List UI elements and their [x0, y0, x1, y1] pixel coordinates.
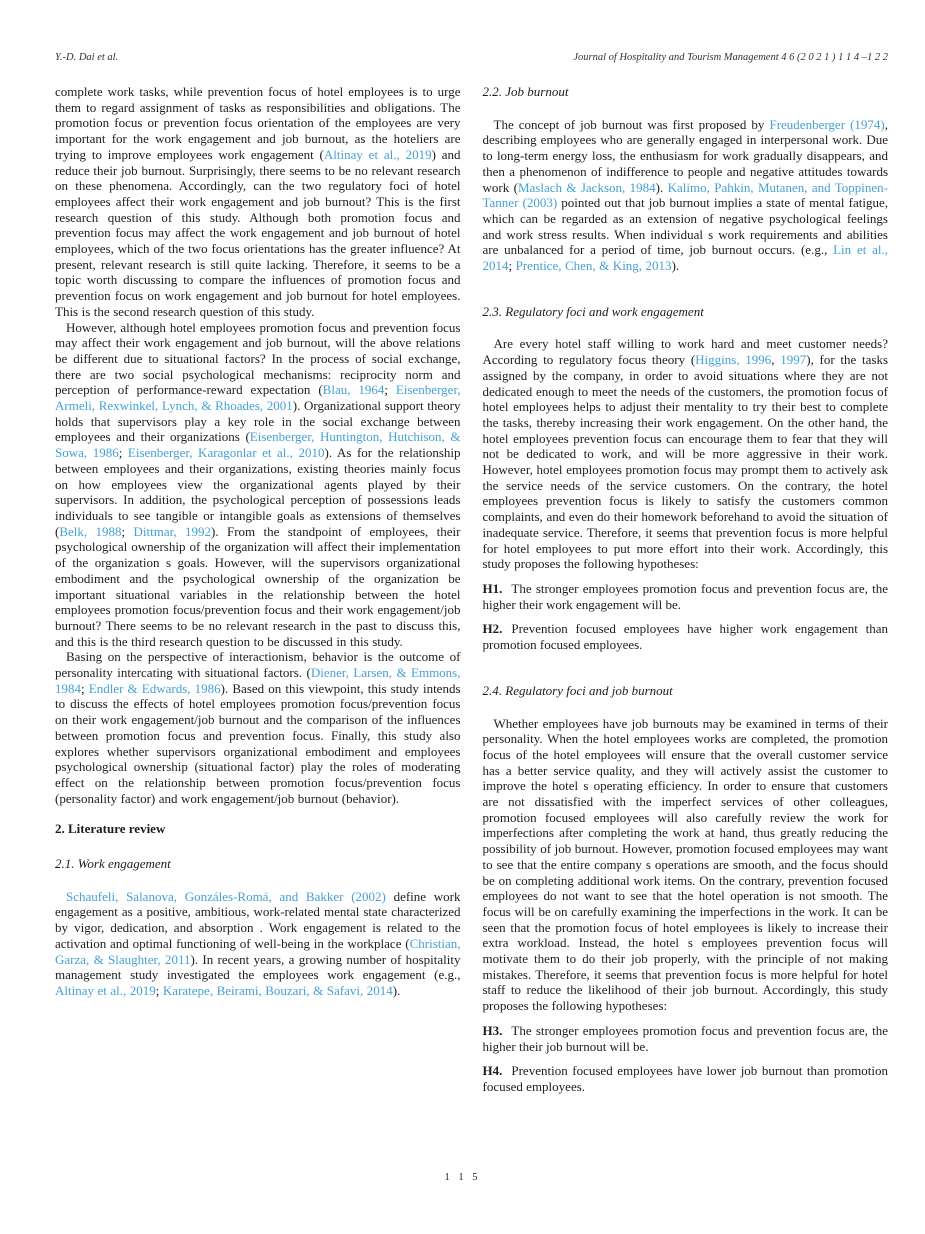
citation-link[interactable]: Christian, Garza, & Slaughter, 2011 [55, 935, 461, 967]
two-column-body [55, 84, 888, 1095]
subsection-heading: 2.2. Job burnout [482, 84, 569, 99]
left-column [55, 84, 461, 1095]
hypothesis-label: H2. [482, 621, 503, 637]
citation-link[interactable]: Dittmar, 1992 [133, 523, 212, 539]
citation-link[interactable]: Eisenberger, Karagonlar et al., 2010 [127, 445, 325, 461]
paragraph: Whether employees have job burnouts may be examined in terms of their personality. When the hotel employees works are completed, the promotion focus of the hotel employees will ensure that the overall customer service has a better service quality, and they will actively assist the customer to improve the hotel s operating efficiency. In order to ensure that customers are not dissatisfied with the imperfect services of other colleagues, promotion focused employees will also carefully review the work for imperfections after completing the work at hand, thus greatly reducing the possibility of job burnout. However, promotion focused employees may want to see that the entire company s operations are smooth, and the focus should be on completing additional work items. On the contrary, prevention focused employees do not want to see that the hotel operation is not smooth. The focus will be on carefully examining the imperfections in the work. It can be seen that the promotion focus of hotel employees is likely to increase their extra workload. Instead, the hotel s employees prevention focus will motivate them to do their job properly, with the principle of not making mistakes. Therefore, it seems that prevention focus is more helpful for hotel staff to reduce the likelihood of their job burnout. Accordingly, this study proposes the following hypotheses: [482, 715, 888, 1014]
hypothesis-label: H4. [482, 1063, 503, 1079]
paragraph: The concept of job burnout was first proposed by Freudenberger (1974), describing employees who are generally engaged in interpersonal work. Due to long-term energy loss, the enthusiasm for work gradually disappears, and then a phenomenon of indifference to people and negative attitudes towards work (Maslach & Jackson, 1984). Kalimo, Pahkin, Mutanen, and Toppinen-Tanner (2003) pointed out that job burnout implies a state of mental fatigue, which can be regarded as an extension of negative psychological feelings and work stress results. When individual s work requirements and abilities are unbalanced for a period of time, job burnout occurs. (e.g., Lin et al., 2014; Prentice, Chen, & King, 2013). [482, 116, 889, 274]
running-head [55, 52, 888, 63]
citation-link[interactable]: Altinay et al., 2019 [55, 982, 156, 998]
paragraph: Basing on the perspective of interactionism, behavior is the outcome of personality intercating with situational factors. (Diener, Larsen, & Emmons, 1984; Endler & Edwards, 1986). Based on this viewpoint, this study intends to discuss the effects of hotel employees promotion focus/prevention focus on their work engagement/job burnout and the comparison of the influences between promotion focus and prevention focus. Finally, this study also explores whether supervisors organizational embodiment and employees psychological ownership (situational factor) play the roles of moderating effect on the relationship between promotion focus/prevention focus (personality factor) and work engagement/job burnout (behavior). [55, 649, 461, 806]
citation-link[interactable]: Higgins, 1996 [695, 352, 772, 368]
hypothesis-label: H3. [482, 1022, 503, 1038]
citation-link[interactable]: Lin et al., 2014 [482, 242, 888, 274]
citation-link[interactable]: Freudenberger (1974) [769, 116, 885, 132]
hypothesis-label: H1. [482, 580, 503, 596]
paragraph: Schaufeli, Salanova, Gonzáles-Romá, and Bakker (2002) define work engagement as a positive, ambitious, work-related mental state characterized by vigor, dedication, and absorption . Work engagement is related to the activation and optimal functioning of well-being in the workplace (Christian, Garza, & Slaughter, 2011). In recent years, a growing number of hospitality management study investigated the employees work engagement (e.g., Altinay et al., 2019; Karatepe, Beirami, Bouzari, & Safavi, 2014). [55, 888, 461, 998]
citation-link[interactable]: 1997 [780, 352, 807, 368]
running-head-author: Y.-D. Dai et al. [55, 52, 119, 63]
paragraph: However, although hotel employees promotion focus and prevention focus may affect their work engagement and job burnout, will the above relations be different due to situational factors? In the process of social exchange, there are two social psychological mechanisms: reciprocity norm and perception of performance-reward expectation (Blau, 1964; Eisenberger, Armeli, Rexwinkel, Lynch, & Rhoades, 2001). Organizational support theory holds that supervisors play a key role in the social exchange between employees and their organizations (Eisenberger, Huntington, Hutchison, & Sowa, 1986; Eisenberger, Karagonlar et al., 2010). As for the relationship between employees and their organizations, existing theories mainly focus on how employees view the organizational agents played by their supervisors. In addition, the psychological perception of possessions leads individuals to see tangible or intangible goals as extensions of themselves (Belk, 1988; Dittmar, 1992). From the standpoint of employees, their psychological ownership of the organization will affect their implementation of the organization s goals. However, will the supervisors organizational embodiment and the psychological ownership of the organization be important situational variables in the relationship between the hotel employees promotion focus/prevention focus and their work engagement/job burnout? There seems to be no relevant research in the past to discuss this, and this is the third research question to be discussed in this study. [55, 319, 461, 649]
paragraph: complete work tasks, while prevention focus of hotel employees is to urge them to regard assignment of tasks as responsibilities and obligations. The promotion focus or prevention focus orientation of the employees are very important for the work engagement and job burnout, as the hoteliers are trying to improve employees work engagement (Altinay et al., 2019) and reduce their job burnout. Surprisingly, there seems to be no relevant research on these phenomena. Accordingly, can the two regulatory foci of hotel employees affect their work engagement and job burnout? This is the first research question of this study. Although both promotion focus and prevention focus may affect the work engagement and job burnout of hotel employees, which of the two focus orientations has the greater influence? At present, relevant research is still quite lacking. Therefore, it seems to be a topic worth discussing to compare the influences of promotion focus and prevention focus on work engagement and job burnout for hotel employees. This is the second research question of this study. [55, 84, 461, 319]
paragraph: Are every hotel staff willing to work hard and meet customer needs? According to regulatory focus theory (Higgins, 1996, 1997), for the tasks assigned by the company, in order to avoid situations where they are not dedicated enough to meet the needs of the customers, the promotion focus of hotel employees helps to adjust their mentality to try their best to complete the tasks, thereby increasing their work engagement. On the other hand, the hotel employees prevention focus can encourage them to fear that they will not be dedicated to work, and will be more aggressive in their work. However, hotel employees promotion focus may prompt them to actively ask the service needs of the service customers. On the contrary, the hotel employees prevention focus is likely to satisfy the customers common complaints, and even do their homework beforehand to avoid the situation of inadequate service. Therefore, it seems that prevention focus is more helpful for hotel employees to put more effort into their work. Accordingly, this study proposes the following hypotheses: [482, 336, 889, 572]
hypothesis: H4. Prevention focused employees have lower job burnout than promotion focused employees. [482, 1063, 888, 1094]
citation-link[interactable]: Eisenberger, Armeli, Rexwinkel, Lynch, & Rhoades, 2001 [55, 382, 461, 414]
section-heading: 2. Literature review [55, 821, 166, 837]
citation-link[interactable]: Karatepe, Beirami, Bouzari, & Safavi, 2014 [162, 982, 393, 998]
citation-link[interactable]: Schaufeli, Salanova, Gonzáles-Romá, and Bakker (2002) [66, 888, 386, 904]
subsection-heading: 2.4. Regulatory foci and job burnout [482, 682, 673, 698]
citation-link[interactable]: Eisenberger, Huntington, Hutchison, & Sowa, 1986 [55, 429, 461, 461]
citation-link[interactable]: Blau, 1964 [322, 382, 385, 398]
citation-link[interactable]: Diener, Larsen, & Emmons, 1984 [55, 665, 461, 696]
citation-link[interactable]: Prentice, Chen, & King, 2013 [515, 258, 672, 274]
citation-link[interactable]: Belk, 1988 [59, 523, 122, 539]
page-number: 1 1 5 [444, 1172, 481, 1183]
citation-link[interactable]: Endler & Edwards, 1986 [88, 680, 221, 696]
subsection-heading: 2.3. Regulatory foci and work engagement [482, 303, 704, 319]
hypothesis: H1. The stronger employees promotion focus and prevention focus are, the higher their work engagement will be. [482, 580, 888, 612]
hypothesis: H3. The stronger employees promotion focus and prevention focus are, the higher their job burnout will be. [482, 1022, 888, 1054]
right-column [483, 84, 889, 1095]
citation-link[interactable]: Maslach & Jackson, 1984 [517, 179, 656, 195]
citation-link[interactable]: Kalimo, Pahkin, Mutanen, and Toppinen-Tanner (2003) [482, 179, 889, 211]
subsection-heading: 2.1. Work engagement [55, 856, 171, 872]
running-head-journal: Journal of Hospitality and Tourism Management 4 6 (2 0 2 1 ) 1 1 4 –1 2 2 [573, 52, 888, 63]
citation-link[interactable]: Altinay et al., 2019 [323, 146, 432, 162]
hypothesis: H2. Prevention focused employees have higher work engagement than promotion focused employees. [482, 621, 888, 653]
